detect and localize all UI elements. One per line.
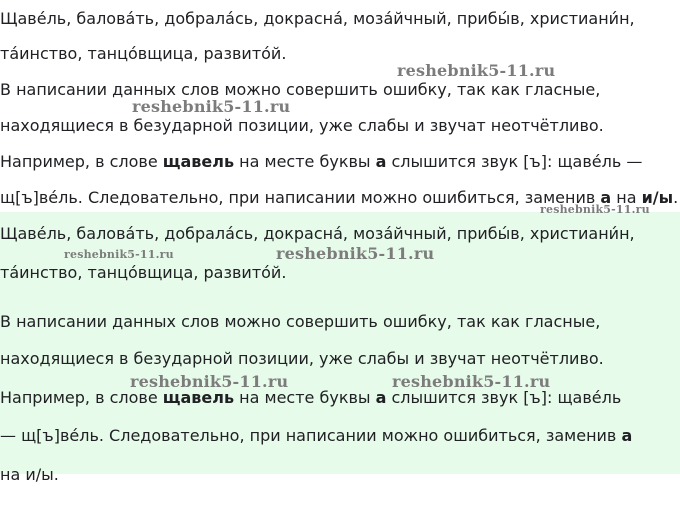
text-line: В написании данных слов можно совершить ошибку, так как гласные, [0, 312, 601, 331]
text-line: та́инство, танцо́вщица, развито́й. [0, 263, 287, 282]
text-fragment: Например, в слове [0, 152, 163, 171]
watermark: reshebnik5-11.ru [130, 372, 289, 391]
text-line: находящиеся в безударной позиции, уже слабы и звучат неотчётливо. [0, 116, 604, 135]
bold-word: а [375, 152, 387, 171]
bold-word: а [600, 188, 612, 207]
bold-word: а [621, 426, 633, 445]
watermark: reshebnik5-11.ru [397, 61, 556, 80]
watermark: reshebnik5-11.ru [132, 97, 291, 116]
bold-word: и/ы [641, 188, 674, 207]
text-fragment: — щ[ъ]ве́ль. Следовательно, при написании можно ошибиться, заменив [0, 426, 622, 445]
text-line [0, 152, 642, 172]
text-fragment: на [611, 188, 642, 207]
watermark: reshebnik5-11.ru [64, 248, 174, 261]
text-fragment: Например, в слове [0, 388, 163, 407]
text-line: та́инство, танцо́вщица, развито́й. [0, 44, 287, 63]
text-fragment: . [673, 188, 679, 207]
watermark: reshebnik5-11.ru [276, 244, 435, 263]
text-fragment: слышится звук [ъ]: щаве́ль [386, 388, 622, 407]
text-fragment: на месте буквы [234, 388, 376, 407]
text-line: находящиеся в безударной позиции, уже слабы и звучат неотчётливо. [0, 349, 604, 368]
text-line [0, 426, 632, 446]
answer-block-1 [0, 0, 680, 212]
watermark: reshebnik5-11.ru [392, 372, 551, 391]
text-line: В написании данных слов можно совершить ошибку, так как гласные, [0, 80, 601, 99]
text-line: на и/ы. [0, 465, 59, 484]
bold-word: щавель [162, 152, 235, 171]
text-fragment: на месте буквы [234, 152, 376, 171]
watermark: reshebnik5-11.ru [540, 203, 650, 216]
text-fragment: щ[ъ]ве́ль. Следовательно, при написании можно ошибиться, заменив [0, 188, 601, 207]
answer-block-2 [0, 203, 680, 484]
text-line: Щаве́ль, балова́ть, добрала́сь, докрасна́, моза́йчный, прибы́в, христиани́н, [0, 224, 635, 243]
text-fragment: слышится звук [ъ]: щаве́ль — [386, 152, 643, 171]
bold-word: а [375, 388, 387, 407]
bold-word: щавель [162, 388, 235, 407]
text-line [0, 388, 621, 408]
text-line: Щаве́ль, балова́ть, добрала́сь, докрасна́, моза́йчный, прибы́в, христиани́н, [0, 9, 635, 28]
